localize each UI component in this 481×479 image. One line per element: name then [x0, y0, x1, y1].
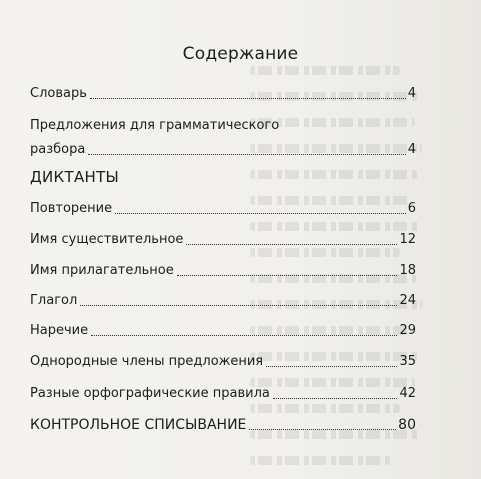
leader-dots: [115, 212, 406, 214]
toc-entry-page: 35: [399, 354, 416, 369]
toc-entry-label: Разные орфографические правила: [30, 386, 270, 401]
toc-title: Содержание: [182, 44, 299, 64]
leader-dots: [80, 304, 397, 306]
toc-entry-page: 4: [407, 86, 416, 101]
leader-dots: [273, 397, 398, 399]
toc-entry-label: Словарь: [30, 86, 87, 101]
toc-entry-page: 4: [407, 142, 416, 157]
toc-entry-adverb[interactable]: [30, 322, 416, 340]
leader-dots: [90, 97, 406, 99]
toc-entry-noun[interactable]: [30, 231, 416, 249]
toc-entry-label: Имя прилагательное: [30, 263, 174, 278]
toc-entry-label: Однородные члены предложения: [30, 354, 264, 369]
leader-dots: [249, 428, 396, 430]
toc-entry-label: Имя существительное: [30, 232, 184, 247]
toc-entry-page: 6: [407, 201, 416, 216]
toc-entry-page: 12: [399, 232, 416, 247]
toc-entry-control-copying[interactable]: [30, 416, 416, 434]
section-heading-dictations: ДИКТАНТЫ: [30, 168, 120, 186]
toc-entry-page: 80: [398, 417, 416, 433]
toc-entry-page: 29: [399, 323, 416, 338]
toc-entry-review[interactable]: [30, 200, 416, 218]
toc-entry-homogeneous-members[interactable]: [30, 353, 416, 371]
toc-entry-label: Глагол: [30, 293, 78, 308]
toc-entry-label: Повторение: [30, 201, 113, 216]
toc-entry-page: 42: [399, 386, 416, 401]
leader-dots: [177, 274, 398, 276]
toc-entry-spelling-rules[interactable]: [30, 385, 416, 403]
toc-entry-page: 18: [399, 263, 416, 278]
leader-dots: [91, 334, 397, 336]
toc-entry-label-line1: Предложения для грамматического: [30, 118, 280, 133]
leader-dots: [266, 365, 397, 367]
toc-entry-page: 24: [399, 293, 416, 308]
toc-entry-label-line2: разбора: [30, 142, 86, 157]
toc-entry-label: КОНТРОЛЬНОЕ СПИСЫВАНИЕ: [30, 417, 247, 433]
toc-entry-dictionary[interactable]: [30, 85, 416, 103]
toc-entry-verb[interactable]: [30, 292, 416, 310]
leader-dots: [88, 153, 405, 155]
toc-entry-adjective[interactable]: [30, 262, 416, 280]
leader-dots: [186, 243, 397, 245]
toc-entry-label: Наречие: [30, 323, 89, 338]
toc-entry-grammar-sentences[interactable]: [30, 117, 416, 159]
